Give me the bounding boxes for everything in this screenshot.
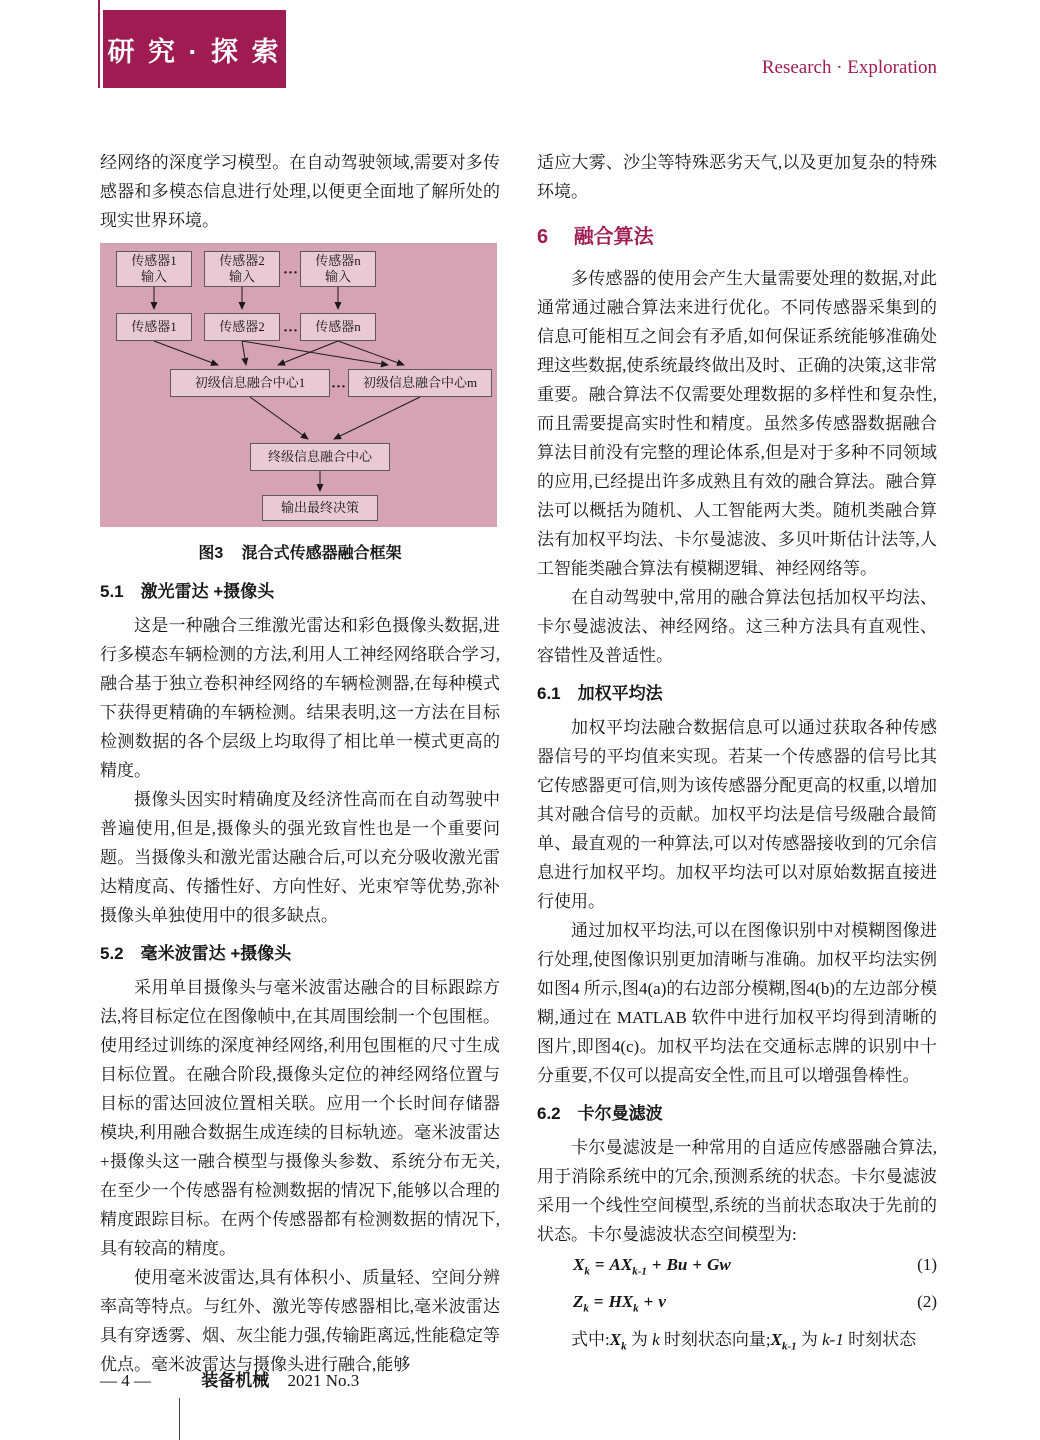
section-6-1-heading: 6.1 加权平均法 [537,684,663,703]
paragraph-continued: 经网络的深度学习模型。在自动驾驶领域,需要对多传感器和多模态信息进行处理,以便更全面地了解所处的现实世界环境。 [100,153,500,230]
fig-ellipsis: ··· [283,265,299,281]
section-6-heading [537,223,937,252]
paragraph-fusion-algorithms-1: 多传感器的使用会产生大量需要处理的数据,对此通常通过融合算法来进行优化。不同传感器采集到的信息可能相互之间会有矛盾,如何保证系统能够准确处理这些数据,使系统最终做出及时、正确的决策,这非常重要。融合算法不仅需要处理数据的多样性和复杂性,而且需要提高实时性和精度。虽然多传感器数据融合算法目前没有完整的理论体系,但是对于多种不同领域的应用,已经提出许多成熟且有效的融合算法。融合算法可以概括为随机、人工智能两大类。随机类融合算法有加权平均法、卡尔曼滤波、多贝叶斯估计法等,人工智能类融合算法有模糊逻辑、神经网络等。 [537,269,937,578]
section-5-2-heading: 5.2 毫米波雷达 +摄像头 [100,944,292,963]
paragraph-weighted-average-2: 通过加权平均法,可以在图像识别中对模糊图像进行处理,使图像识别更加清晰与准确。加权平均法实例如图4 所示,图4(a)的右边部分模糊,图4(b)的左边部分模糊,通过在 MATLAB 软件中进行加权平均得到清晰的图片,即图4(c)。加权平均法在交通标志牌的识别中十分重要,不仅可以提高安全性,而且可以增强鲁棒性。 [537,921,937,1085]
paragraph-radar-camera-1: 采用单目摄像头与毫米波雷达融合的目标跟踪方法,将目标定位在图像帧中,在其周围绘制一个包围框。使用经过训练的深度神经网络,利用包围框的尺寸生成目标位置。在融合阶段,摄像头定位的神经网络位置与目标的雷达回波位置相关联。应用一个长时间存储器模块,利用融合数据生成连续的目标轨迹。毫米波雷达 +摄像头这一融合模型与摄像头参数、系统分布无关,在至少一个传感器有检测数据的情况下,能够以合理的精度跟踪目标。在两个传感器都有检测数据的情况下,具有较高的精度。 [100,978,500,1258]
fig-ellipsis: ··· [331,379,347,395]
paragraph-continued: 适应大雾、沙尘等特殊恶劣天气,以及更加复杂的特殊环境。 [537,153,937,201]
fig-node-output-decision: 输出最终决策 [262,495,378,521]
fig-node-sensor1-input: 传感器1 输入 [116,251,192,287]
fig-node-sensorn-input: 传感器n 输入 [300,251,376,287]
figure-caption-label: 图3 [198,545,224,562]
paragraph-fusion-algorithms-2: 在自动驾驶中,常用的融合算法包括加权平均法、卡尔曼滤波法、神经网络。这三种方法具有直观性、容错性及普适性。 [537,588,937,665]
header-right-text: Research · Exploration [761,57,937,78]
page-number: — 4 — [100,1371,151,1390]
section-6-2-heading: 6.2 卡尔曼滤波 [537,1104,663,1123]
paragraph-lidar-camera-1: 这是一种融合三维激光雷达和彩色摄像头数据,进行多模态车辆检测的方法,利用人工神经网络联合学习,融合基于独立卷积神经网络的车辆检测器,在每种模式下获得更精确的车辆检测。结果表明,这一方法在目标检测数据的各个层级上均取得了相比单一模式更高的精度。 [100,616,500,780]
fig-node-primary-fusion-m: 初级信息融合中心m [348,369,492,397]
section-6-title: 融合算法 [573,226,654,248]
paragraph-lidar-camera-2: 摄像头因实时精确度及经济性高而在自动驾驶中普遍使用,但是,摄像头的强光致盲性也是一个重要问题。当摄像头和激光雷达融合后,可以充分吸收激光雷达精度高、传播性好、方向性好、光束窄等优势,弥补摄像头单独使用中的很多缺点。 [100,790,500,925]
equation-1-body: $X_k = AX_{k-1} + Bu + Gw$ [573,1255,731,1278]
equation-2-number: (2) [917,1292,937,1312]
header-accent-rule [98,0,100,88]
journal-name: 装备机械 [201,1371,270,1390]
paragraph-weighted-average-1: 加权平均法融合数据信息可以通过获取各种传感器信号的平均值来实现。若某一个传感器的信号比其它传感器更可信,则为该传感器分配更高的权重,以增加其对融合信号的贡献。加权平均法是信号级融合最简单、最直观的一种算法,可以对传感器接收到的冗余信息进行加权平均。加权平均法可以对原始数据直接进行使用。 [537,718,937,911]
fig-node-primary-fusion-1: 初级信息融合中心1 [170,369,330,397]
fig-node-sensorn: 传感器n [300,313,376,341]
section-6-number: 6 [537,226,549,248]
journal-section-badge [103,10,286,88]
fig-node-sensor2: 传感器2 [204,313,280,341]
fig-node-sensor1: 传感器1 [116,313,192,341]
fig-node-sensor2-input: 传感器2 输入 [204,251,280,287]
footer-rule [179,1398,180,1440]
right-column [537,148,937,1361]
equation-2-body: $Z_k = HX_k + v$ [573,1292,666,1315]
equation-note: 式中$:X_k$ 为 k 时刻状态向量$;X_{k-1}$ 为 k-1 时刻状态 [571,1329,917,1353]
fig-node-final-fusion: 终级信息融合中心 [250,443,390,471]
figure-3 [100,243,497,527]
equation-1-number: (1) [917,1255,937,1274]
paragraph-radar-camera-2: 使用毫米波雷达,具有体积小、质量轻、空间分辨率高等特点。与红外、激光等传感器相比,毫米波雷达具有穿透雾、烟、灰尘能力强,传输距离远,性能稳定等优点。毫米波雷达与摄像头进行融合,能够 [100,1268,500,1374]
section-5-1-heading: 5.1 激光雷达 +摄像头 [100,582,275,601]
left-column [100,148,500,1379]
journal-issue: 2021 No.3 [287,1371,360,1390]
fig-ellipsis: ··· [283,323,299,339]
figure-caption-text: 混合式传感器融合框架 [241,545,402,562]
equation-1 [537,1250,937,1286]
figure-caption [100,539,500,568]
badge-label: 研 究 · 探 索 [107,36,282,67]
paragraph-kalman-filter-1: 卡尔曼滤波是一种常用的自适应传感器融合算法,用于消除系统中的冗余,预测系统的状态。卡尔曼滤波采用一个线性空间模型,系统的当前状态取决于先前的状态。卡尔曼滤波状态空间模型为: [537,1138,937,1244]
equation-2 [537,1287,937,1323]
page-footer [100,1366,359,1391]
